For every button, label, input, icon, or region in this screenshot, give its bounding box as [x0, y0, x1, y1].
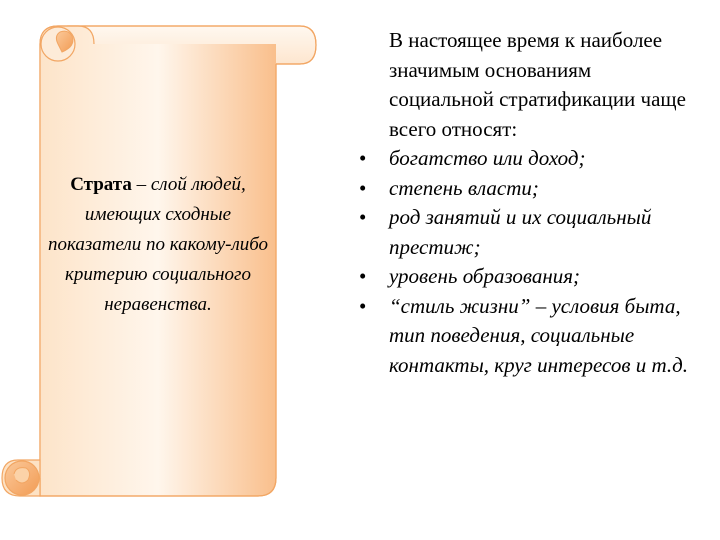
list-item: • богатство или доход;	[355, 144, 695, 174]
stratum-definition	[46, 170, 270, 320]
bullet-icon: •	[359, 205, 367, 229]
bases-list	[355, 144, 695, 380]
list-item: • уровень образования;	[355, 262, 695, 292]
bullet-icon: •	[359, 146, 367, 170]
list-item: • степень власти;	[355, 174, 695, 204]
bullet-icon: •	[359, 264, 367, 288]
list-item: • “стиль жизни” – условия быта, тип поведения, социальные контакты, круг интересов и т.д.	[359, 293, 689, 377]
intro-text: В настоящее время к наиболее значимым основаниям социальной стратификации чаще всего относят:	[389, 28, 686, 141]
stratification-bases	[355, 26, 695, 380]
definition-text: – слой людей, имеющих сходные показатели по какому-либо критерию социального неравенства.	[47, 174, 269, 315]
bullet-icon: •	[359, 293, 367, 318]
definition-term: Страта	[70, 174, 132, 195]
list-item: • род занятий и их социальный престиж;	[359, 205, 652, 259]
bullet-icon: •	[359, 175, 367, 200]
